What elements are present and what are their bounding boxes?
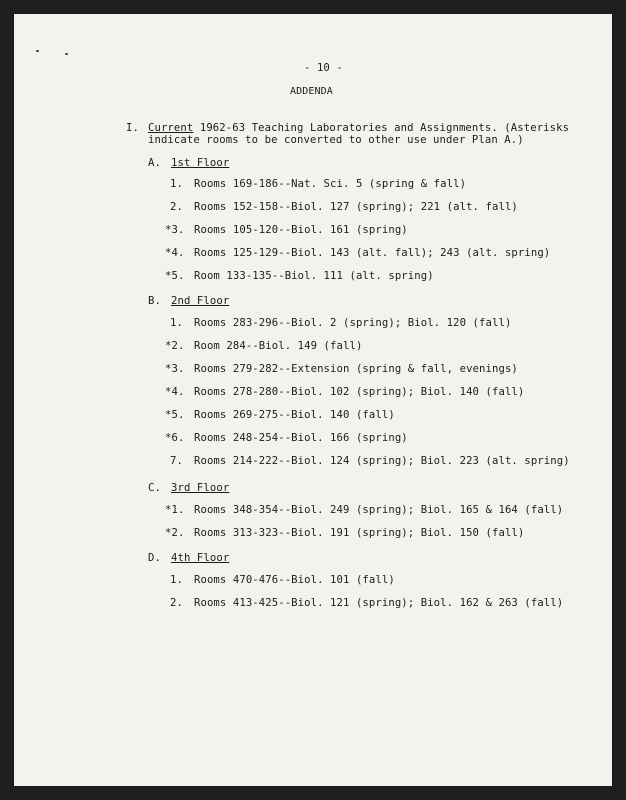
- list-item-marker: *2.: [165, 527, 185, 539]
- section-title: [148, 122, 569, 134]
- list-item-marker: 1.: [170, 317, 183, 329]
- list-item-text: Room 133-135--Biol. 111 (alt. spring): [194, 270, 434, 282]
- list-item-marker: *4.: [165, 386, 185, 398]
- list-item-marker: 2.: [170, 201, 183, 213]
- floor-heading: 4th Floor: [171, 552, 230, 564]
- list-item-marker: *1.: [165, 504, 185, 516]
- list-item-marker: 1.: [170, 574, 183, 586]
- list-item-text: Rooms 105-120--Biol. 161 (spring): [194, 224, 408, 236]
- list-item-marker: 2.: [170, 597, 183, 609]
- list-item-text: Rooms 283-296--Biol. 2 (spring); Biol. 120 (fall): [194, 317, 512, 329]
- document-body: [14, 14, 612, 786]
- list-item-text: Rooms 348-354--Biol. 249 (spring); Biol. 165 & 164 (fall): [194, 504, 564, 516]
- list-item-text: Rooms 169-186--Nat. Sci. 5 (spring & fall): [194, 178, 467, 190]
- floor-heading: 1st Floor: [171, 157, 230, 169]
- list-item-marker: *3.: [165, 224, 185, 236]
- floor-heading: 2nd Floor: [171, 295, 230, 307]
- addenda-heading: ADDENDA: [290, 86, 333, 97]
- floor-letter: D.: [148, 552, 161, 564]
- section-title-line2: indicate rooms to be converted to other use under Plan A.): [148, 134, 524, 146]
- list-item-text: Room 284--Biol. 149 (fall): [194, 340, 363, 352]
- list-item-marker: *5.: [165, 270, 185, 282]
- page-number: - 10 -: [304, 62, 343, 74]
- section-title-rest: 1962-63 Teaching Laboratories and Assignments. (Asterisks: [193, 122, 570, 134]
- floor-letter: A.: [148, 157, 161, 169]
- list-item-text: Rooms 269-275--Biol. 140 (fall): [194, 409, 395, 421]
- section-title-underlined: Current: [148, 122, 194, 134]
- list-item-marker: 1.: [170, 178, 183, 190]
- list-item-text: Rooms 279-282--Extension (spring & fall, evenings): [194, 363, 518, 375]
- list-item-text: Rooms 278-280--Biol. 102 (spring); Biol. 140 (fall): [194, 386, 525, 398]
- list-item-text: Rooms 152-158--Biol. 127 (spring); 221 (alt. fall): [194, 201, 518, 213]
- list-item-marker: *3.: [165, 363, 185, 375]
- list-item-text: Rooms 248-254--Biol. 166 (spring): [194, 432, 408, 444]
- list-item-text: Rooms 313-323--Biol. 191 (spring); Biol. 150 (fall): [194, 527, 525, 539]
- list-item-marker: 7.: [170, 455, 183, 467]
- list-item-text: Rooms 413-425--Biol. 121 (spring); Biol. 162 & 263 (fall): [194, 597, 564, 609]
- section-numeral: I.: [126, 122, 139, 134]
- list-item-text: Rooms 470-476--Biol. 101 (fall): [194, 574, 395, 586]
- list-item-text: Rooms 214-222--Biol. 124 (spring); Biol. 223 (alt. spring): [194, 455, 570, 467]
- floor-letter: C.: [148, 482, 161, 494]
- floor-letter: B.: [148, 295, 161, 307]
- list-item-marker: *6.: [165, 432, 185, 444]
- floor-heading: 3rd Floor: [171, 482, 230, 494]
- list-item-marker: *4.: [165, 247, 185, 259]
- document-page: [14, 14, 612, 786]
- list-item-text: Rooms 125-129--Biol. 143 (alt. fall); 243 (alt. spring): [194, 247, 551, 259]
- list-item-marker: *2.: [165, 340, 185, 352]
- list-item-marker: *5.: [165, 409, 185, 421]
